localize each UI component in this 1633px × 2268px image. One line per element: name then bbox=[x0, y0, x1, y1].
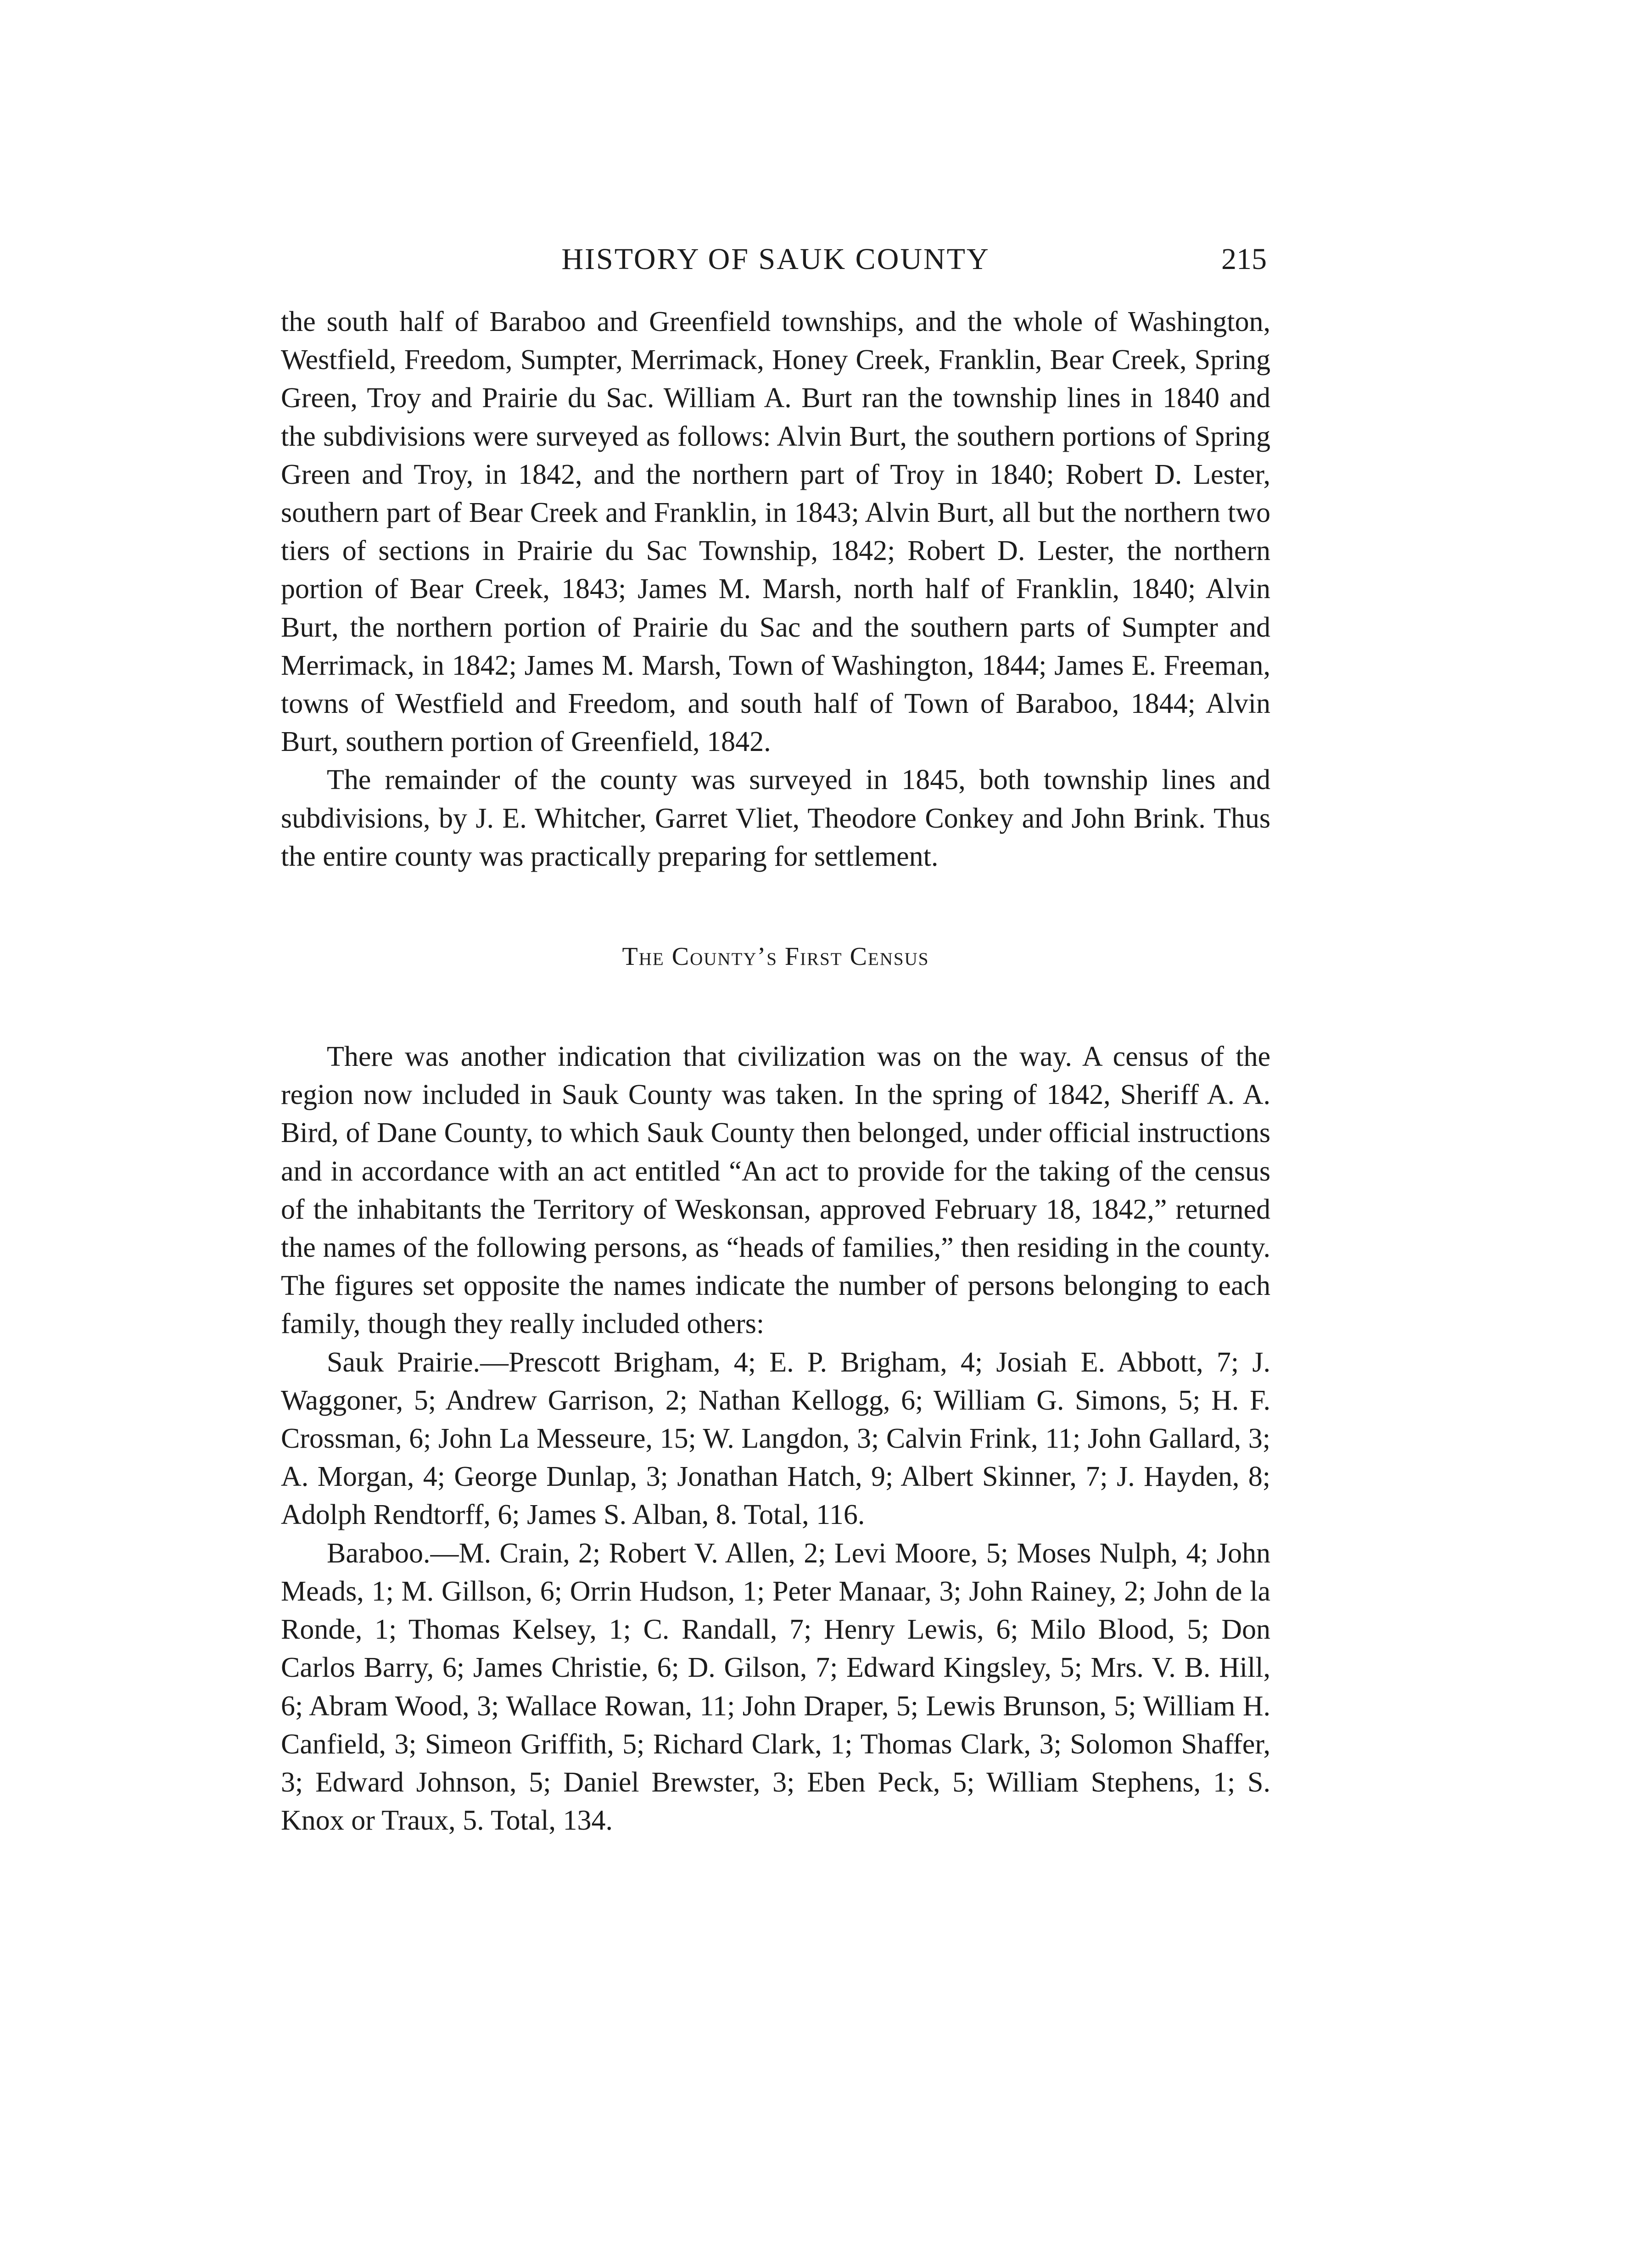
body-text bbox=[281, 303, 1270, 1840]
paragraph-census-intro: There was another indication that civilization was on the way. A census of the region now included in Sauk County was taken. In the spring of 1842, Sheriff A. A. Bird, of Dane County, to which Sauk County then belonged, under official instructions and in accordance with an act entitled “An act to provide for the taking of the census of the inhabitants the Territory of Weskonsan, approved February 18, 1842,” returned the names of the following persons, as “heads of families,” then residing in the county. The figures set opposite the names indicate the number of persons belonging to each family, though they really included others: bbox=[281, 1041, 1270, 1340]
page-number: 215 bbox=[1221, 242, 1267, 276]
section-heading: The County’s First Census bbox=[622, 942, 929, 971]
paragraph-surveys-continued: the south half of Baraboo and Greenfield townships, and the whole of Washington, Westfield, Freedom, Sumpter, Merrimack, Honey Creek, Franklin, Bear Creek, Spring Green, Troy and Prairie du Sac. William A. Burt ran the township lines in 1840 and the subdivisions were surveyed as follows: Alvin Burt, the southern portions of Spring Green and Troy, in 1842, and the northern part of Troy in 1840; Robert D. Lester, southern part of Bear Creek and Franklin, in 1843; Alvin Burt, all but the northern two tiers of sections in Prairie du Sac Township, 1842; Robert D. Lester, the northern portion of Bear Creek, 1843; James M. Marsh, north half of Franklin, 1840; Alvin Burt, the northern portion of Prairie du Sac and the southern parts of Sumpter and Merrimack, in 1842; James M. Marsh, Town of Washington, 1844; James E. Freeman, towns of Westfield and Freedom, and south half of Town of Baraboo, 1844; Alvin Burt, southern portion of Greenfield, 1842. bbox=[281, 306, 1270, 758]
paragraph-remainder-survey: The remainder of the county was surveyed in 1845, both township lines and subdivisions, by J. E. Whitcher, Garret Vliet, Theodore Conkey and John Brink. Thus the entire county was practically preparing for settlement. bbox=[281, 764, 1270, 872]
page-header bbox=[285, 239, 1267, 280]
paragraph-sauk-prairie-list: Sauk Prairie.—Prescott Brigham, 4; E. P. Brigham, 4; Josiah E. Abbott, 7; J. Waggoner, 5; Andrew Garrison, 2; Nathan Kellogg, 6; William G. Simons, 5; H. F. Crossman, 6; John La Messeure, 15; W. Langdon, 3; Calvin Frink, 11; John Gallard, 3; A. Morgan, 4; George Dunlap, 3; Jonathan Hatch, 9; Albert Skinner, 7; J. Hayden, 8; Adolph Rendtorff, 6; James S. Alban, 8. Total, 116. bbox=[281, 1346, 1270, 1531]
paragraph-baraboo-list: Baraboo.—M. Crain, 2; Robert V. Allen, 2; Levi Moore, 5; Moses Nulph, 4; John Meads, 1; M. Gillson, 6; Orrin Hudson, 1; Peter Manaar, 3; John Rainey, 2; John de la Ronde, 1; Thomas Kelsey, 1; C. Randall, 7; Henry Lewis, 6; Milo Blood, 5; Don Carlos Barry, 6; James Christie, 6; D. Gilson, 7; Edward Kingsley, 5; Mrs. V. B. Hill, 6; Abram Wood, 3; Wallace Rowan, 11; John Draper, 5; Lewis Brunson, 5; William H. Canfield, 3; Simeon Griffith, 5; Richard Clark, 1; Thomas Clark, 3; Solomon Shaffer, 3; Edward Johnson, 5; Daniel Brewster, 3; Eben Peck, 5; William Stephens, 1; S. Knox or Traux, 5. Total, 134. bbox=[281, 1537, 1270, 1837]
running-head: HISTORY OF SAUK COUNTY bbox=[561, 242, 990, 276]
